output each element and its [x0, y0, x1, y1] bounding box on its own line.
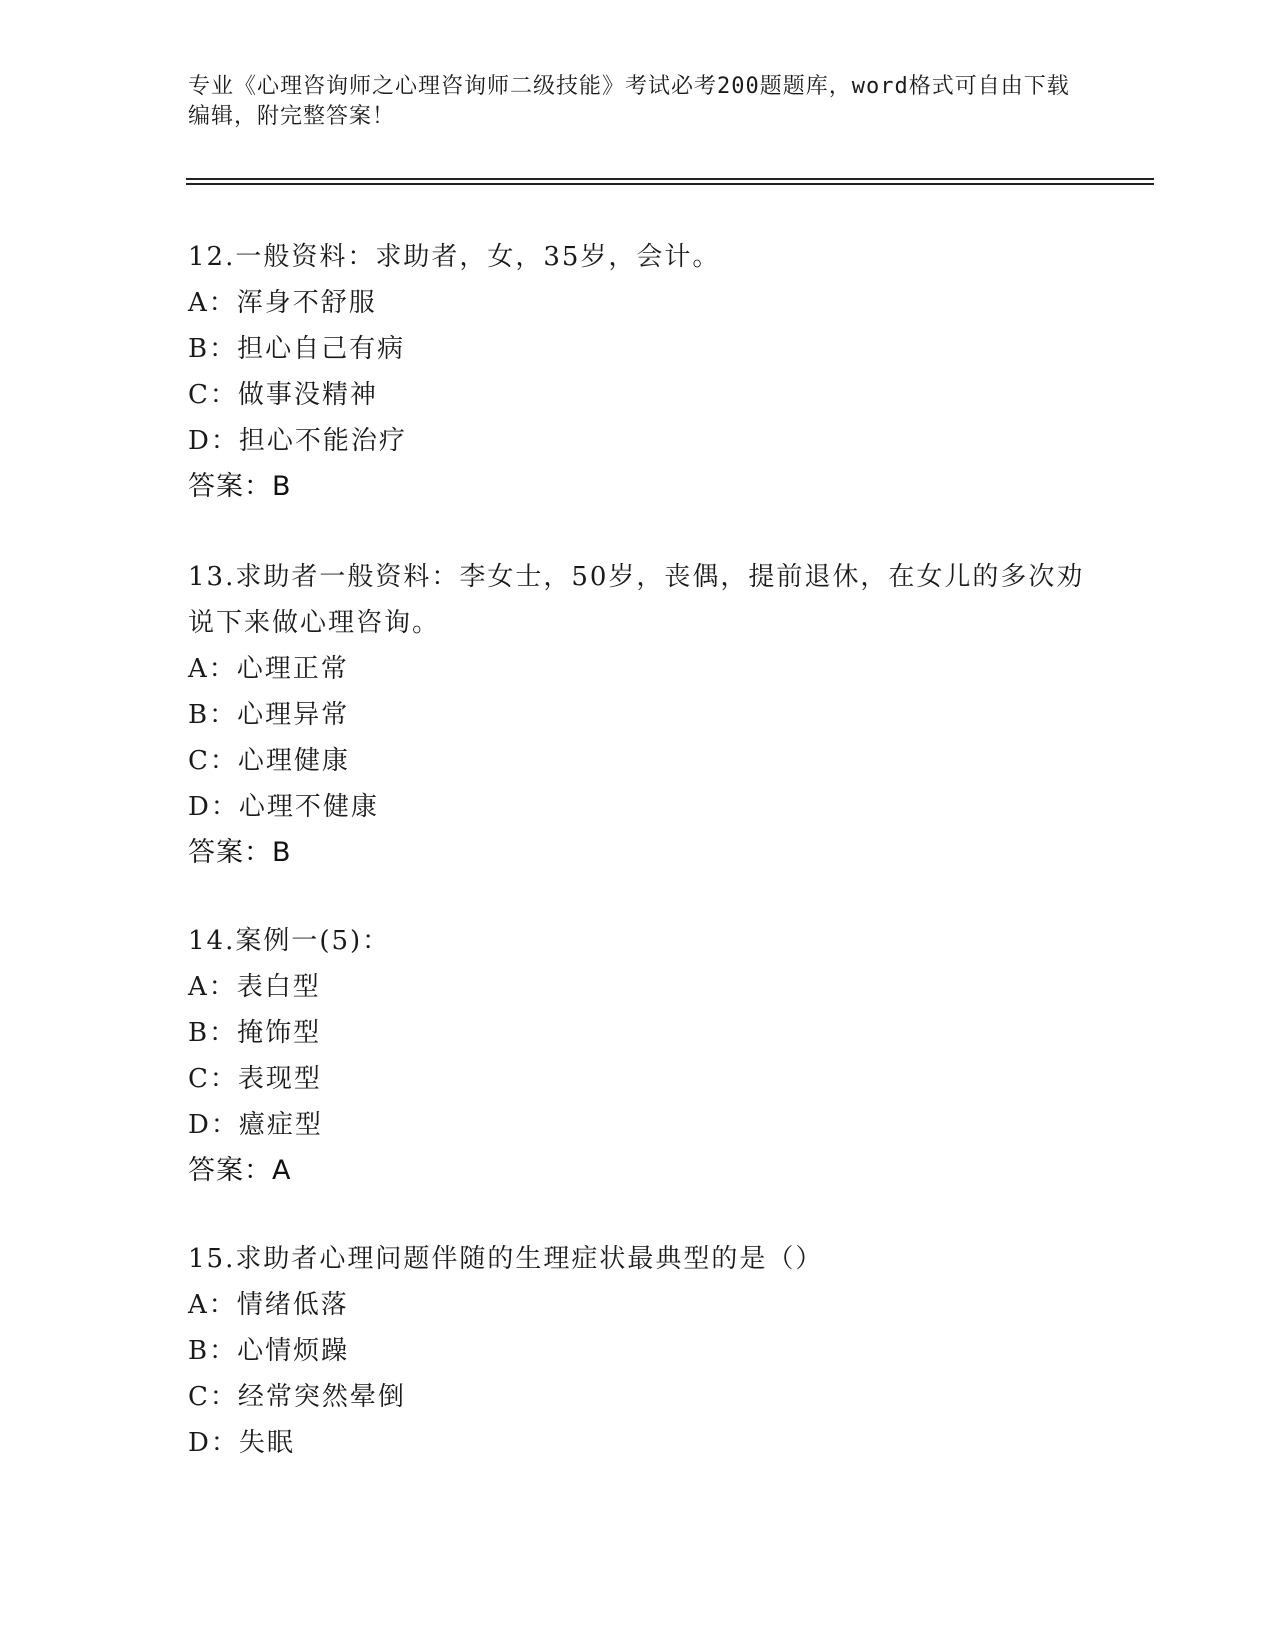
option-c: C：表现型 [188, 1064, 322, 1094]
header-rule-bottom [186, 183, 1154, 185]
question-14 [188, 918, 1088, 1194]
option-a: A：心理正常 [188, 654, 349, 684]
answer: 答案：B [188, 837, 292, 868]
option-c: C：做事没精神 [188, 380, 378, 410]
header-rule-top [186, 178, 1154, 180]
question-text: 15.求助者心理问题伴随的生理症状最典型的是（） [188, 1244, 824, 1274]
option-d: D：失眠 [188, 1428, 295, 1458]
answer: 答案：B [188, 471, 292, 502]
option-a: A：情绪低落 [188, 1290, 349, 1320]
question-text: 13.求助者一般资料：李女士，50岁，丧偶，提前退休，在女儿的多次劝说下来做心理咨询。 [188, 562, 1085, 638]
option-d: D：担心不能治疗 [188, 426, 407, 456]
answer: 答案：A [188, 1155, 292, 1186]
document-header: 专业《心理咨询师之心理咨询师二级技能》考试必考200题题库，word格式可自由下载编辑，附完整答案！ [188, 74, 1070, 129]
option-b: B：掩饰型 [188, 1018, 322, 1048]
option-b: B：心情烦躁 [188, 1336, 350, 1366]
question-15 [188, 1236, 1088, 1466]
option-a: A：浑身不舒服 [188, 288, 377, 318]
option-d: D：癔症型 [188, 1110, 323, 1140]
question-text: 14.案例一(5)： [188, 926, 391, 956]
option-c: C：经常突然晕倒 [188, 1382, 406, 1412]
option-b: B：心理异常 [188, 700, 350, 730]
question-text: 12.一般资料：求助者，女，35岁，会计。 [188, 242, 721, 272]
question-12 [188, 234, 1088, 510]
option-d: D：心理不健康 [188, 792, 379, 822]
option-b: B：担心自己有病 [188, 334, 406, 364]
question-13 [188, 554, 1088, 876]
option-a: A：表白型 [188, 972, 321, 1002]
option-c: C：心理健康 [188, 746, 350, 776]
